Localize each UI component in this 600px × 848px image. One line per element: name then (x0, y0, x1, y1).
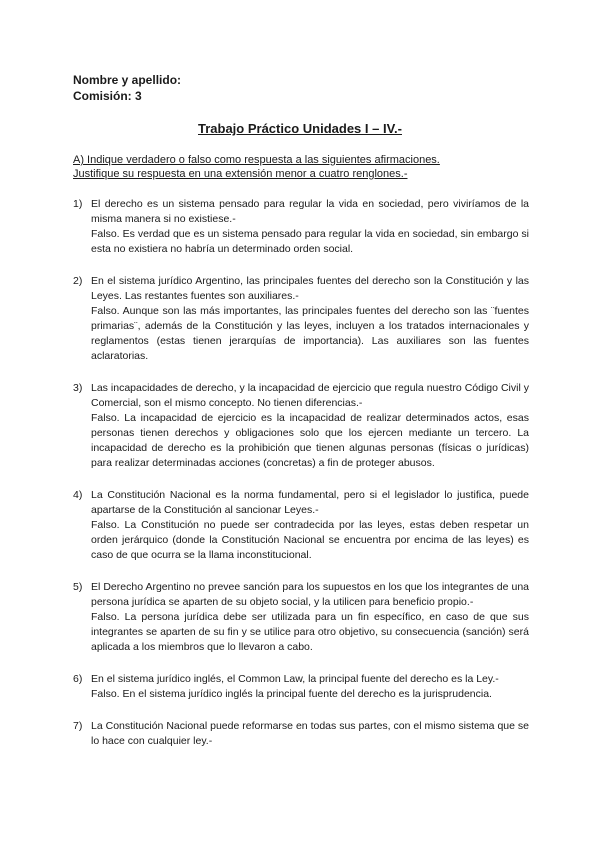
question-item (73, 197, 529, 257)
question-answer: Falso. En el sistema jurídico inglés la principal fuente del derecho es la jurisprudencia. (91, 688, 492, 700)
question-answer: Falso. Aunque son las más importantes, las principales fuentes del derecho son las ¨fuentes primarias¨, además de la Constitución y las leyes, incluyen a los tratados internacionales y reglamentos (estas tienen jerarquías de importancia). Las auxiliares son las fuentes aclaratorias. (91, 305, 529, 362)
question-answer: Falso. Es verdad que es un sistema pensado para regular la vida en sociedad, sin embargo si esta no existiera no habría un determinado orden social. (91, 228, 529, 255)
page-title: Trabajo Práctico Unidades I – IV.- (198, 121, 402, 136)
question-item (73, 719, 529, 749)
question-item (73, 488, 529, 563)
instructions-line-2: Justifique su respuesta en una extensión menor a cuatro renglones.- (73, 168, 408, 180)
question-statement: En el sistema jurídico Argentino, las principales fuentes del derecho son la Constitución y las Leyes. Las restantes fuentes son auxiliares.- (91, 275, 529, 302)
question-list (73, 197, 529, 766)
question-statement: El Derecho Argentino no prevee sanción para los supuestos en los que los integrantes de una persona jurídica se aparten de su objeto social, y la utilicen para beneficio propio.- (91, 581, 529, 608)
question-answer: Falso. La Constitución no puede ser contradecida por las leyes, estas deben respetar un orden jerárquico (donde la Constitución Nacional se encuentra por encima de las leyes) es caso de que ocurra se la llama inconstitucional. (91, 519, 529, 561)
commission-label: Comisión: 3 (73, 89, 142, 103)
question-number: 6) (73, 673, 83, 685)
question-statement: Las incapacidades de derecho, y la incapacidad de ejercicio que regula nuestro Código Civil y Comercial, son el mismo concepto. No tienen diferencias.- (91, 382, 529, 409)
question-answer: Falso. La persona jurídica debe ser utilizada para un fin específico, en caso de que sus integrantes se aparten de su fin y se utilice para otro objetivo, su consecuencia (sanción) será aplicada a los miembros que lo llevaron a cabo. (91, 611, 529, 653)
question-number: 3) (73, 382, 83, 394)
question-statement: El derecho es un sistema pensado para regular la vida en sociedad, pero viviríamos de la misma manera si no existiese.- (91, 198, 529, 225)
question-number: 7) (73, 720, 83, 732)
instructions-line-1: A) Indique verdadero o falso como respuesta a las siguientes afirmaciones. (73, 154, 440, 166)
question-number: 5) (73, 581, 83, 593)
question-statement: La Constitución Nacional es la norma fundamental, pero si el legislador lo justifica, puede apartarse de la Constitución al sancionar Leyes.- (91, 489, 529, 516)
question-statement: La Constitución Nacional puede reformarse en todas sus partes, con el mismo sistema que se lo hace con cualquier ley.- (91, 720, 529, 747)
instructions (73, 153, 440, 181)
student-header (73, 72, 181, 104)
question-number: 4) (73, 489, 83, 501)
question-item (73, 381, 529, 471)
question-number: 1) (73, 198, 83, 210)
question-item (73, 274, 529, 364)
question-item (73, 672, 529, 702)
question-statement: En el sistema jurídico inglés, el Common Law, la principal fuente del derecho es la Ley.- (91, 673, 499, 685)
name-label: Nombre y apellido: (73, 73, 182, 87)
question-item (73, 580, 529, 655)
question-answer: Falso. La incapacidad de ejercicio es la incapacidad de realizar determinados actos, esas personas tienen derechos y obligaciones solo que los ejercen mediante un tercero. La incapacidad de derecho es la prohibición que tienen algunas personas (físicas o jurídicas) para realizar determinadas acciones (concretas) a fin de proteger abusos. (91, 412, 529, 469)
question-number: 2) (73, 275, 83, 287)
